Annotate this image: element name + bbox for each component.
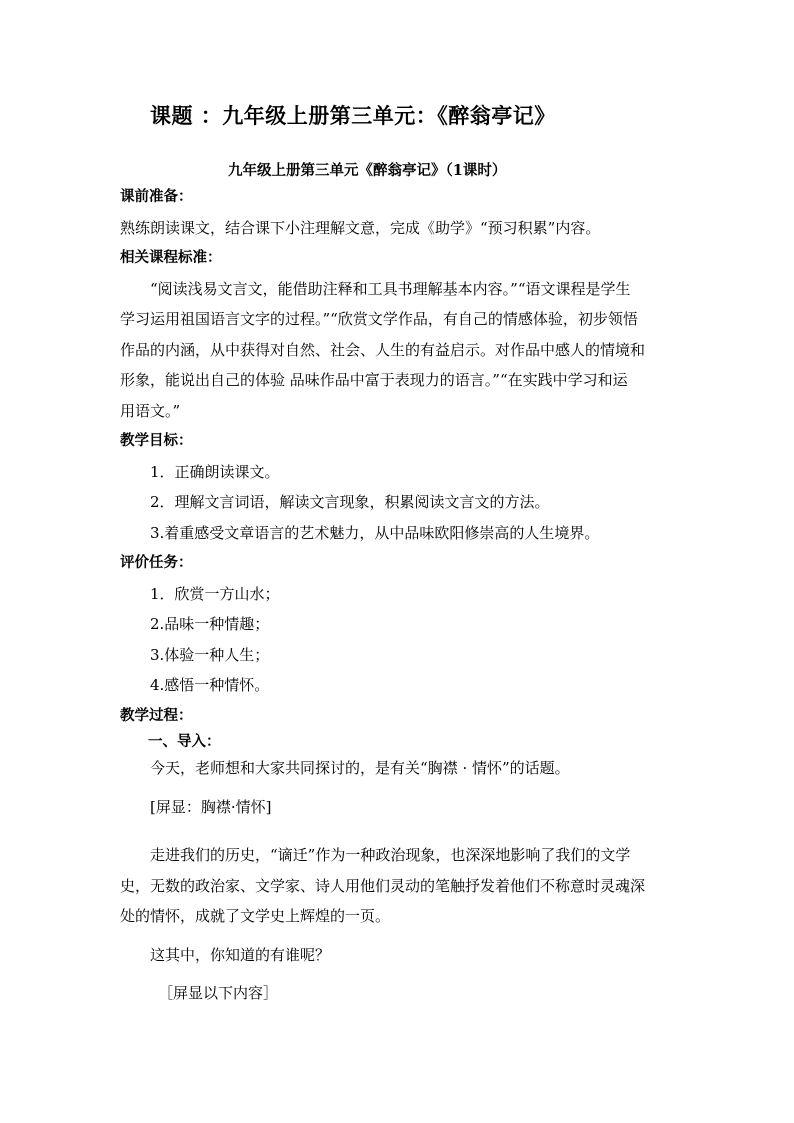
standards-heading: 相关课程标准： (120, 250, 222, 266)
standards-line: 形象，能说出自己的体验 品味作品中富于表现力的语言。”“在实践中学习和运 (120, 371, 628, 389)
lesson-subtitle: 九年级上册第三单元《醉翁亭记》（1课时） (228, 162, 507, 179)
goal-item: 3.着重感受文章语言的艺术魅力，从中品味欧阳修崇高的人生境界。 (150, 523, 600, 542)
screen-display-note: [屏显：胸襟·情怀] (150, 797, 272, 816)
standards-line: 用语文。” (120, 401, 181, 420)
lesson-title: 课题 ：九年级上册第三单元：《醉翁亭记》 (150, 104, 556, 128)
question-text: 这其中，你知道的有谁呢？ (150, 945, 331, 964)
history-paragraph-line: 走进我们的历史，“谪迁”作为一种政治现象，也深深地影响了我们的文学 (150, 846, 631, 864)
intro-text: 今天，老师想和大家共同探讨的，是有关“胸襟 · 情怀”的话题。 (150, 759, 570, 777)
standards-line: 学习运用祖国语言文字的过程。”“欣赏文学作品，有自己的情感体验，初步领悟 (120, 310, 638, 328)
intro-section-heading: 一、导入： (148, 734, 221, 750)
task-item: 4.感悟一种情怀。 (150, 676, 270, 694)
prep-heading: 课前准备： (120, 189, 193, 205)
prep-text: 熟练朗读课文，结合课下小注理解文意，完成《助学》“预习积累”内容。 (120, 218, 601, 237)
task-item: 2.品味一种情趣； (150, 615, 270, 633)
standards-line: 作品的内涵，从中获得对自然、社会、人生的有益启示。对作品中感人的情境和 (120, 340, 646, 359)
history-paragraph-line: 处的情怀，成就了文学史上辉煌的一页。 (120, 907, 391, 925)
goal-item: 2．理解文言词语，解读文言现象，积累阅读文言文的方法。 (150, 493, 550, 511)
tasks-heading: 评价任务： (120, 555, 193, 571)
screen-display-note-2: ［屏显以下内容］ (158, 984, 279, 1002)
standards-line: “阅读浅易文言文，能借助注释和工具书理解基本内容。”“语文课程是学生 (150, 279, 631, 298)
task-item: 1．欣赏一方山水； (150, 584, 280, 603)
history-paragraph-line: 史，无数的政治家、文学家、诗人用他们灵动的笔触抒发着他们不称意时灵魂深 (120, 876, 646, 895)
lesson-body (120, 182, 678, 1009)
process-heading: 教学过程： (120, 707, 193, 724)
goals-heading: 教学目标： (120, 433, 193, 449)
goal-item: 1．正确朗读课文。 (150, 462, 280, 481)
task-item: 3.体验一种人生； (150, 645, 270, 664)
